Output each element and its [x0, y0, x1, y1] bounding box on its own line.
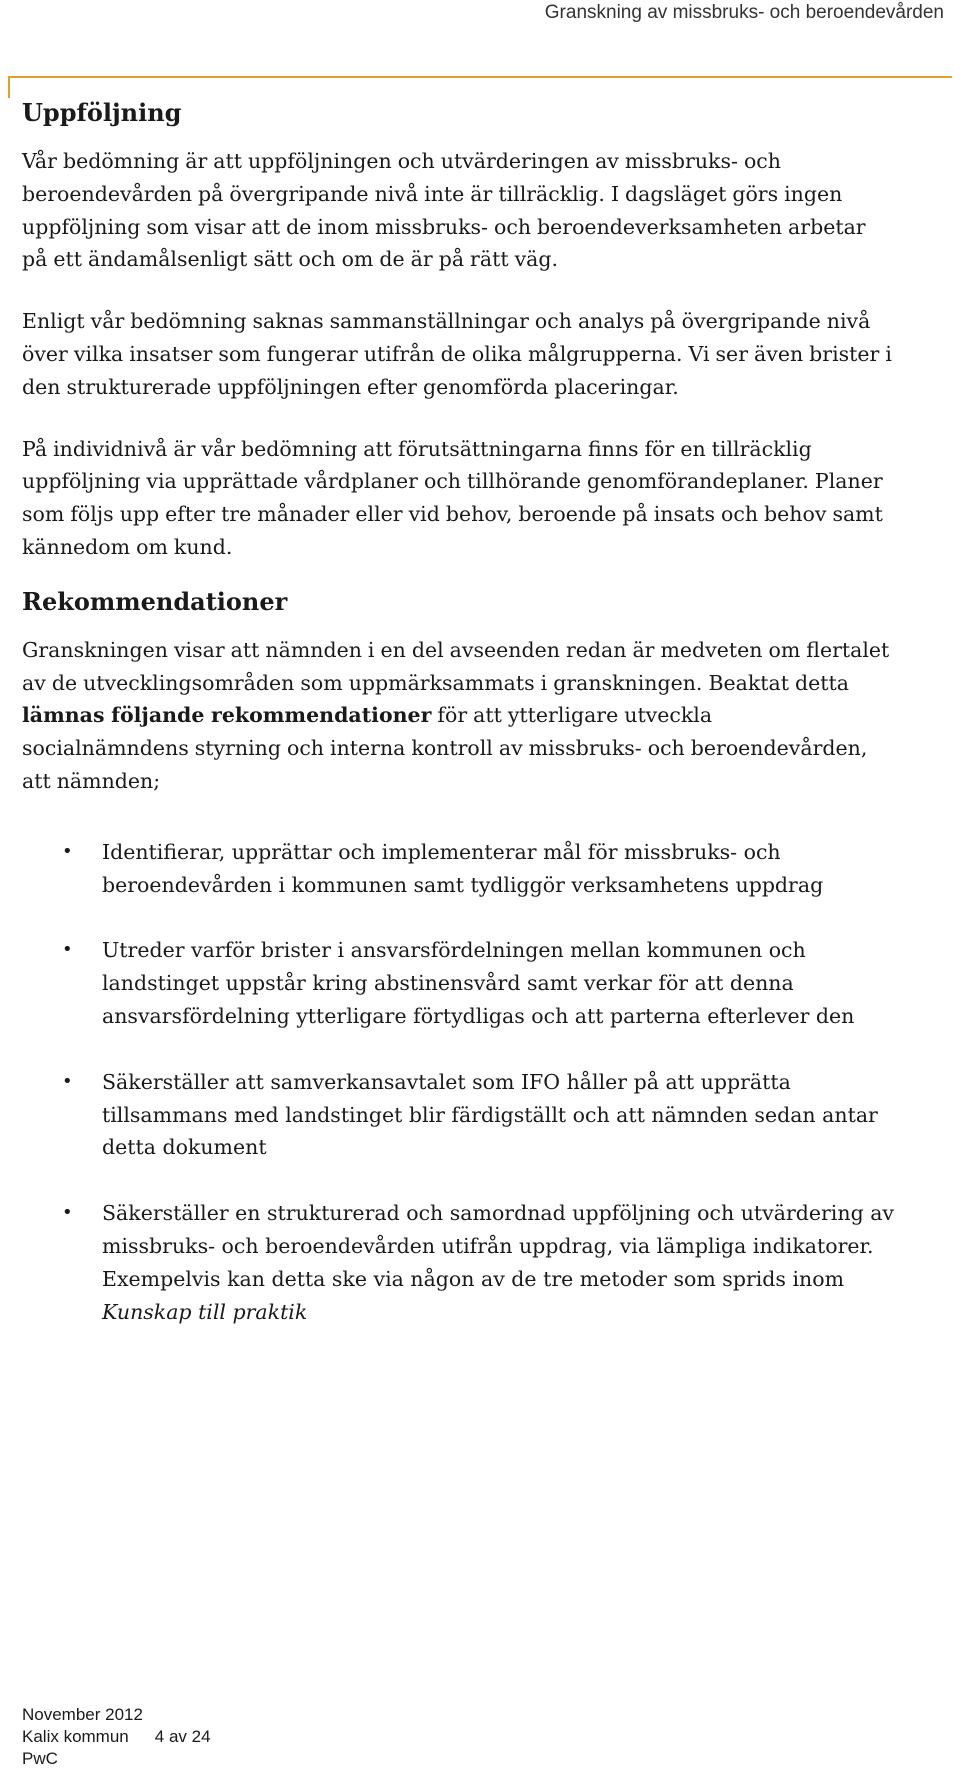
italic-reference: Kunskap till praktik: [102, 1299, 308, 1324]
footer-municipality: Kalix kommun: [22, 1727, 129, 1746]
text-line: den strukturerade uppföljningen efter genomförda placeringar.: [22, 374, 679, 399]
bullet-icon: •: [62, 1070, 73, 1092]
bold-emphasis: lämnas följande rekommendationer: [22, 703, 432, 728]
header-corner-tick: [8, 76, 10, 98]
text-line: tillsammans med landstinget blir färdigställt och att nämnden sedan antar: [102, 1102, 878, 1127]
list-item: [22, 934, 942, 1032]
running-header-title: Granskning av missbruks- och beroendevården: [544, 2, 944, 23]
text-line: ansvarsfördelning ytterligare förtydligas och att parterna efterlever den: [102, 1003, 855, 1028]
text-fragment: för att ytterligare utveckla: [431, 703, 713, 728]
list-item: [22, 1197, 942, 1328]
text-line: över vilka insatser som fungerar utifrån de olika målgrupperna. Vi ser även brister i: [22, 341, 892, 366]
text-line: Utreder varför brister i ansvarsfördelningen mellan kommunen och: [102, 938, 806, 963]
text-line: på ett ändamålsenligt sätt och om de är på rätt väg.: [22, 247, 559, 272]
followup-paragraph-1: [22, 145, 942, 276]
text-line: landstinget uppstår kring abstinensvård samt verkar för att denna: [102, 971, 794, 996]
text-line: Säkerställer en strukturerad och samordnad uppföljning och utvärdering av: [102, 1201, 895, 1226]
bullet-icon: •: [62, 939, 73, 961]
list-item: [22, 836, 942, 902]
bullet-icon: •: [62, 840, 73, 862]
text-line: att nämnden;: [22, 768, 161, 793]
text-line: Vår bedömning är att uppföljningen och utvärderingen av missbruks- och: [22, 149, 781, 173]
page-footer: [22, 1704, 211, 1770]
heading-rekommendationer: Rekommendationer: [22, 586, 288, 616]
footer-municipality-row: [22, 1726, 211, 1748]
text-line: Granskningen visar att nämnden i en del avseenden redan är medveten om flertalet: [22, 637, 890, 662]
list-item: [22, 1066, 942, 1164]
text-line: Identifierar, upprättar och implementerar mål för missbruks- och: [102, 839, 781, 864]
heading-uppfoljning: Uppföljning: [22, 98, 182, 127]
followup-paragraph-3: [22, 433, 942, 564]
text-line: [22, 699, 942, 732]
text-line: uppföljning via upprättade vårdplaner och tillhörande genomförandeplaner. Planer: [22, 469, 883, 494]
text-line: Säkerställer att samverkansavtalet som IFO håller på att upprätta: [102, 1069, 791, 1094]
text-line: På individnivå är vår bedömning att förutsättningarna finns för en tillräcklig: [22, 436, 812, 461]
text-line: socialnämndens styrning och interna kontroll av missbruks- och beroendevården,: [22, 736, 868, 761]
recommendations-list: [22, 836, 942, 1329]
document-body: [22, 96, 942, 1361]
text-line: kännedom om kund.: [22, 534, 233, 559]
recommendations-intro: [22, 634, 942, 798]
text-line: som följs upp efter tre månader eller vid behov, beroende på insats och behov samt: [22, 502, 883, 527]
header-rule: [8, 76, 952, 78]
page-number: 4 av 24: [154, 1727, 211, 1746]
text-line: missbruks- och beroendevården utifrån uppdrag, via lämpliga indikatorer.: [102, 1233, 874, 1258]
text-line: uppföljning som visar att de inom missbruks- och beroendeverksamheten arbetar: [22, 214, 866, 239]
text-line: Enligt vår bedömning saknas sammanställningar och analys på övergripande nivå: [22, 309, 871, 334]
followup-paragraph-2: [22, 305, 942, 403]
bullet-icon: •: [62, 1202, 73, 1224]
footer-firm: PwC: [22, 1749, 58, 1768]
text-line: av de utvecklingsområden som uppmärksammats i granskningen. Beaktat detta: [22, 670, 849, 695]
text-line: Exempelvis kan detta ske via någon av de tre metoder som sprids inom: [102, 1266, 845, 1291]
text-line: beroendevården i kommunen samt tydliggör verksamhetens uppdrag: [102, 872, 824, 897]
text-line: beroendevården på övergripande nivå inte är tillräcklig. I dagsläget görs ingen: [22, 181, 843, 206]
text-line: detta dokument: [102, 1135, 267, 1160]
footer-date: November 2012: [22, 1705, 143, 1724]
